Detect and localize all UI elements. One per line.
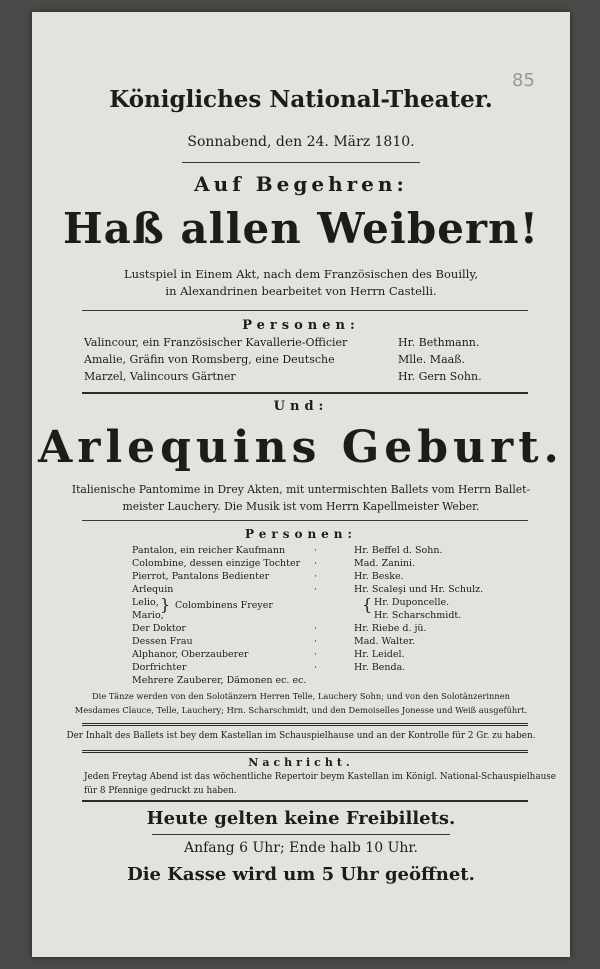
performance-date: Sonnabend, den 24. März 1810. bbox=[187, 134, 415, 150]
cast-separator-dot: · bbox=[314, 584, 318, 595]
cast-actor: Hr. Duponcelle. bbox=[374, 597, 450, 608]
playbill-sheet bbox=[32, 12, 570, 957]
cast-actor: Hr. Benda. bbox=[354, 662, 406, 673]
cast-separator-dot: · bbox=[314, 623, 318, 634]
cast-role: Amalie, Gräfin von Romsberg, eine Deutsche bbox=[84, 353, 335, 366]
cast-actor: Mad. Walter. bbox=[354, 636, 416, 647]
no-free-tickets: Heute gelten keine Freibillets. bbox=[146, 808, 456, 829]
cast-separator-dot: · bbox=[314, 636, 318, 647]
cast-role: Dessen Frau bbox=[132, 636, 193, 647]
cast-role: Valincour, ein Französischer Kavallerie-Officier bbox=[84, 336, 348, 349]
notice-heading: Nachricht. bbox=[248, 756, 354, 769]
cast-role: Mehrere Zauberer, Dämonen ec. ec. bbox=[132, 675, 307, 686]
notice-line-2: für 8 Pfennige gedruckt zu haben. bbox=[84, 786, 237, 796]
right-brace: { bbox=[362, 595, 373, 614]
margin-note: 85 bbox=[512, 70, 535, 91]
play1-persons-heading: Personen: bbox=[242, 318, 360, 333]
ballet-program-note: Der Inhalt des Ballets ist bey dem Kastellan im Schauspielhause und an der Kontrolle für 2 Gr. zu haben. bbox=[66, 731, 536, 741]
cast-role: Colombine, dessen einzige Tochter bbox=[132, 558, 301, 569]
cast-role: Marzel, Valincours Gärtner bbox=[84, 370, 236, 383]
dances-line-2: Mesdames Clauce, Telle, Lauchery; Hrn. Scharschmidt, und den Demoiselles Jonesse und Weiß ausgeführt. bbox=[74, 705, 528, 715]
play1-description-1: Lustspiel in Einem Akt, nach dem Französischen des Bouilly, bbox=[123, 267, 478, 281]
cast-role: Pantalon, ein reicher Kaufmann bbox=[132, 545, 286, 556]
cast-actor: Hr. Bethmann. bbox=[398, 336, 480, 349]
cast-role: Lelio, bbox=[132, 597, 159, 608]
left-brace: } bbox=[160, 595, 171, 614]
box-office-opening: Die Kasse wird um 5 Uhr geöffnet. bbox=[127, 864, 475, 885]
cast-role: Pierrot, Pantalons Bedienter bbox=[132, 571, 270, 582]
cast-actor: Hr. Beske. bbox=[354, 571, 404, 582]
request-heading: Auf Begehren: bbox=[194, 172, 408, 196]
und-heading: Und: bbox=[273, 399, 329, 414]
cast-actor: Hr. Scaleşi und Hr. Schulz. bbox=[354, 584, 484, 595]
divider bbox=[152, 834, 450, 835]
cast-actor: Hr. Beffel d. Sohn. bbox=[354, 545, 443, 556]
divider bbox=[82, 520, 528, 521]
theatre-name: Königliches National-Theater. bbox=[109, 86, 493, 113]
play2-title: Arlequins Geburt. bbox=[38, 422, 564, 473]
cast-role: Der Doktor bbox=[132, 623, 186, 634]
cast-actor: Hr. Scharschmidt. bbox=[374, 610, 462, 621]
notice-line-1: Jeden Freytag Abend ist das wöchentliche Repertoir beym Kastellan im Königl. National-Schauspielhause bbox=[84, 772, 556, 782]
play2-description-2: meister Lauchery. Die Musik ist vom Herrn Kapellmeister Weber. bbox=[122, 500, 480, 513]
divider bbox=[82, 800, 528, 802]
cast-role: Alphanor, Oberzauberer bbox=[132, 649, 249, 660]
cast-separator-dot: · bbox=[314, 545, 318, 556]
cast-separator-dot: · bbox=[314, 662, 318, 673]
cast-actor: Mlle. Maaß. bbox=[398, 353, 466, 366]
cast-actor: Mad. Zanini. bbox=[354, 558, 416, 569]
cast-role: Dorfrichter bbox=[132, 662, 187, 673]
date-rule bbox=[182, 162, 420, 163]
divider bbox=[82, 723, 528, 726]
divider bbox=[82, 392, 528, 394]
suitors-label: Colombinens Freyer bbox=[175, 600, 273, 611]
cast-role: Mario, bbox=[132, 610, 164, 621]
cast-actor: Hr. Gern Sohn. bbox=[398, 370, 482, 383]
divider bbox=[82, 750, 528, 753]
play1-description-2: in Alexandrinen bearbeitet von Herrn Castelli. bbox=[165, 284, 437, 298]
play1-title: Haß allen Weibern! bbox=[62, 204, 540, 253]
cast-separator-dot: · bbox=[314, 558, 318, 569]
play2-persons-heading: Personen: bbox=[245, 527, 357, 541]
cast-separator-dot: · bbox=[314, 649, 318, 660]
play2-description-1: Italienische Pantomime in Drey Akten, mit untermischten Ballets vom Herrn Ballet- bbox=[71, 483, 531, 496]
cast-role: Arlequin bbox=[132, 584, 174, 595]
divider bbox=[82, 310, 528, 311]
dances-line-1: Die Tänze werden von den Solotänzern Herren Telle, Lauchery Sohn; und von den Solotänzerinnen bbox=[92, 691, 510, 701]
cast-actor: Hr. Leidel. bbox=[354, 649, 405, 660]
cast-separator-dot: · bbox=[314, 571, 318, 582]
start-end-times: Anfang 6 Uhr; Ende halb 10 Uhr. bbox=[184, 840, 418, 856]
cast-actor: Hr. Riebe d. jü. bbox=[354, 623, 427, 634]
